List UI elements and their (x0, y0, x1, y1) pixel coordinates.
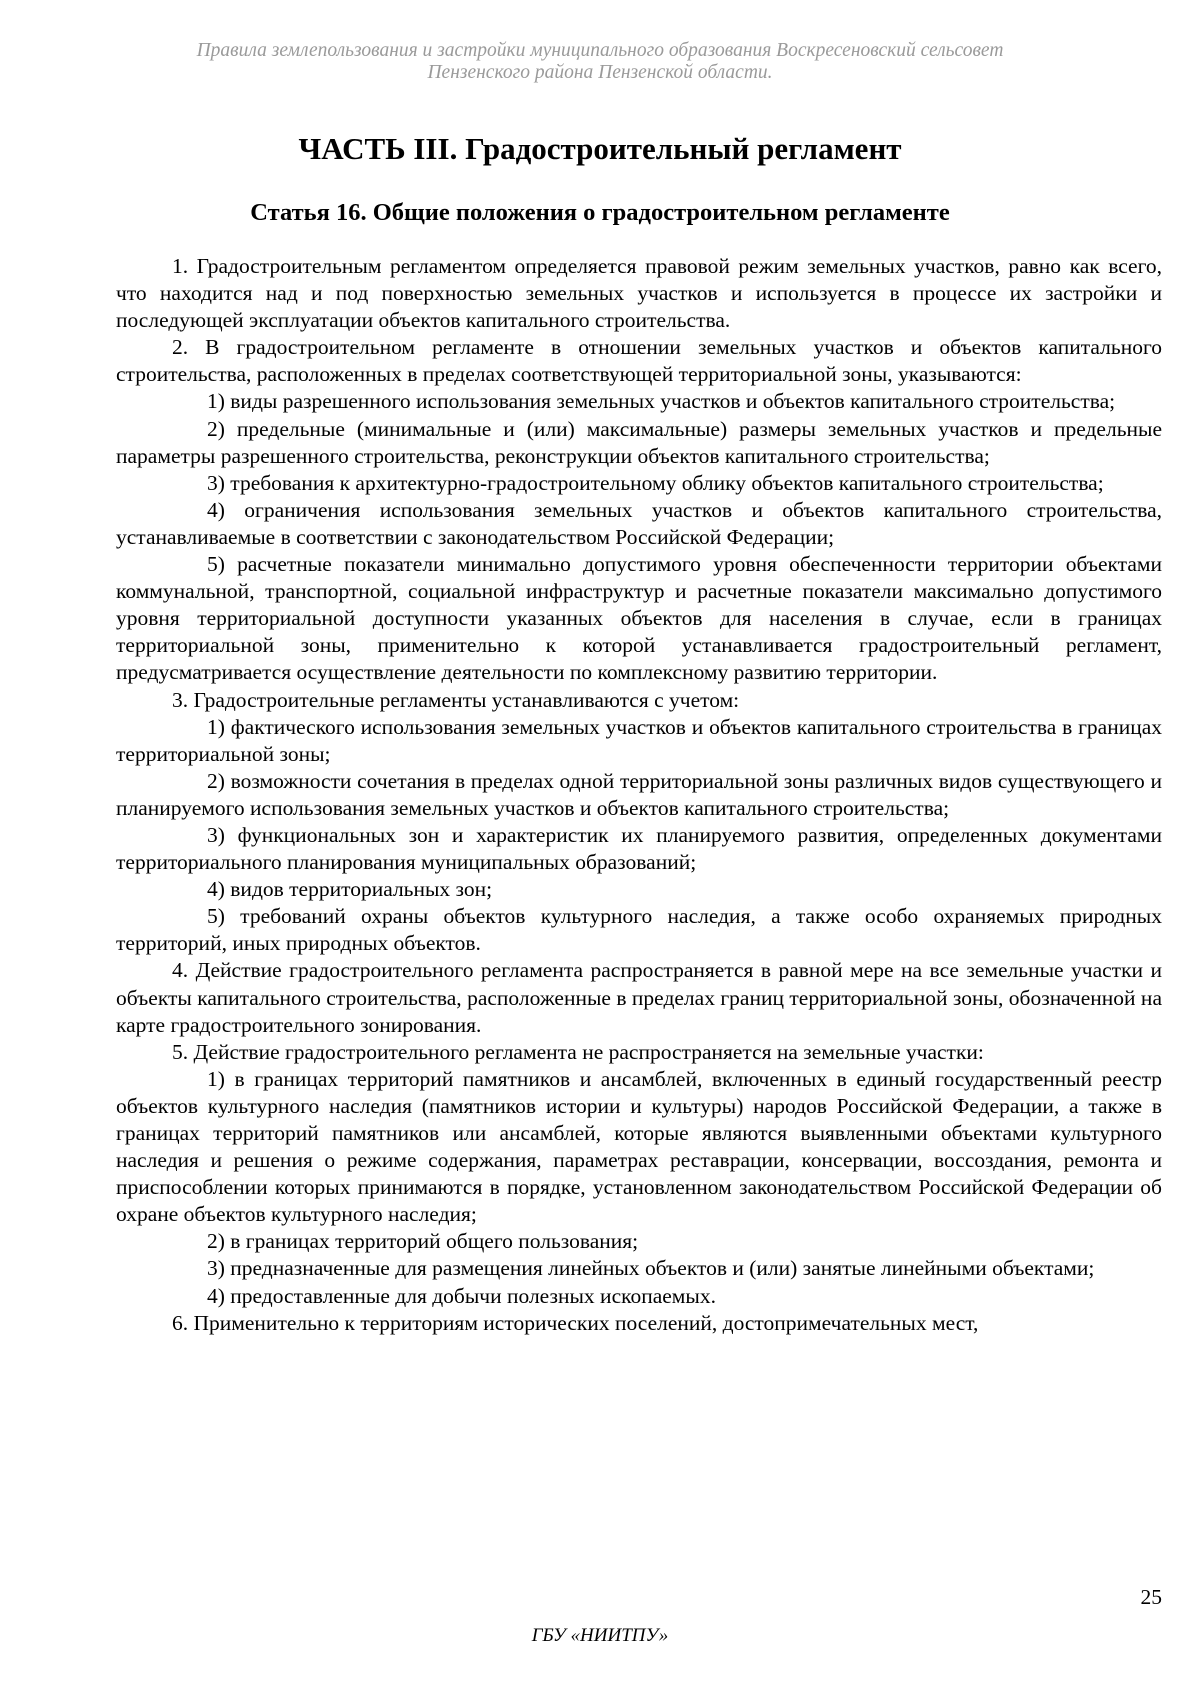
subparagraph: 4) предоставленные для добычи полезных ископаемых. (207, 1283, 716, 1308)
running-header (0, 40, 1200, 84)
paragraph: 1. Градостроительным регламентом определяется правовой режим земельных участков, равно как всего, что находится над и под поверхностью земельных участков и используется в процессе их застройки и последующей эксплуатации объектов капитального строительства. (116, 254, 1162, 333)
page-number: 25 (1140, 1585, 1162, 1609)
subparagraph: 3) функциональных зон и характеристик их планируемого развития, определенных документами территориального планирования муниципальных образований; (116, 822, 1162, 875)
subparagraph: 1) фактического использования земельных участков и объектов капитального строительства в границах территориальной зоны; (116, 714, 1162, 766)
running-header-line-1: Правила землепользования и застройки муниципального образования Воскресеновский сельсовет (196, 40, 1004, 61)
part-title: ЧАСТЬ III. Градостроительный регламент (298, 131, 902, 166)
subparagraph: 4) видов территориальных зон; (207, 877, 493, 902)
paragraph: 4. Действие градостроительного регламента распространяется в равной мере на все земельные участки и объекты капитального строительства, расположенные в пределах границ территориальной зоны, обозначенной на карте градостроительного зонирования. (116, 958, 1162, 1037)
subparagraph: 1) в границах территорий памятников и ансамблей, включенных в единый государственный реестр объектов культурного наследия (памятников истории и культуры) народов Российской Федерации, а также в границах территорий памятников или ансамблей, которые являются выявленными объектами культурного наследия и решения о режиме содержания, параметрах реставрации, консервации, воссоздания, ремонта и приспособлении которых принимаются в порядке, установленном законодательством Российской Федерации об охране объектов культурного наследия; (116, 1066, 1162, 1227)
subparagraph: 3) требования к архитектурно-градостроительному облику объектов капитального строительства; (207, 470, 1104, 495)
paragraph: 3. Градостроительные регламенты устанавливаются с учетом: (172, 687, 740, 712)
subparagraph: 2) предельные (минимальные и (или) максимальные) размеры земельных участков и предельные параметры разрешенного строительства, реконструкции объектов капитального строительства; (116, 416, 1162, 468)
subparagraph: 2) возможности сочетания в пределах одной территориальной зоны различных видов существующего и планируемого использования земельных участков и объектов капитального строительства; (116, 768, 1162, 820)
paragraph: 6. Применительно к территориям исторических поселений, достопримечательных мест, (172, 1310, 979, 1335)
subparagraph: 5) требований охраны объектов культурного наследия, а также особо охраняемых природных территорий, иных природных объектов. (116, 904, 1162, 956)
article-title: Статья 16. Общие положения о градостроительном регламенте (250, 199, 950, 226)
subparagraph: 4) ограничения использования земельных участков и объектов капитального строительства, устанавливаемые в соответствии с законодательством Российской Федерации; (116, 497, 1162, 549)
subparagraph: 2) в границах территорий общего пользования; (207, 1229, 639, 1254)
running-header-line-2: Пензенского района Пензенской области. (427, 62, 773, 83)
running-footer: ГБУ «НИИТПУ» (531, 1625, 669, 1646)
paragraph: 5. Действие градостроительного регламента не распространяется на земельные участки: (172, 1039, 984, 1064)
subparagraph: 3) предназначенные для размещения линейных объектов и (или) занятые линейными объектами; (207, 1256, 1095, 1281)
document-body (116, 253, 1162, 1337)
subparagraph: 1) виды разрешенного использования земельных участков и объектов капитального строительства; (207, 389, 1116, 414)
paragraph: 2. В градостроительном регламенте в отношении земельных участков и объектов капитального строительства, расположенных в пределах соответствующей территориальной зоны, указываются: (116, 335, 1162, 387)
subparagraph: 5) расчетные показатели минимально допустимого уровня обеспеченности территории объектами коммунальной, транспортной, социальной инфраструктур и расчетные показатели максимально допустимого уровня территориальной доступности указанных объектов для населения в случае, если в границах территориальной зоны, применительно к которой устанавливается градостроительный регламент, предусматривается осуществление деятельности по комплексному развитию территории. (116, 552, 1162, 685)
